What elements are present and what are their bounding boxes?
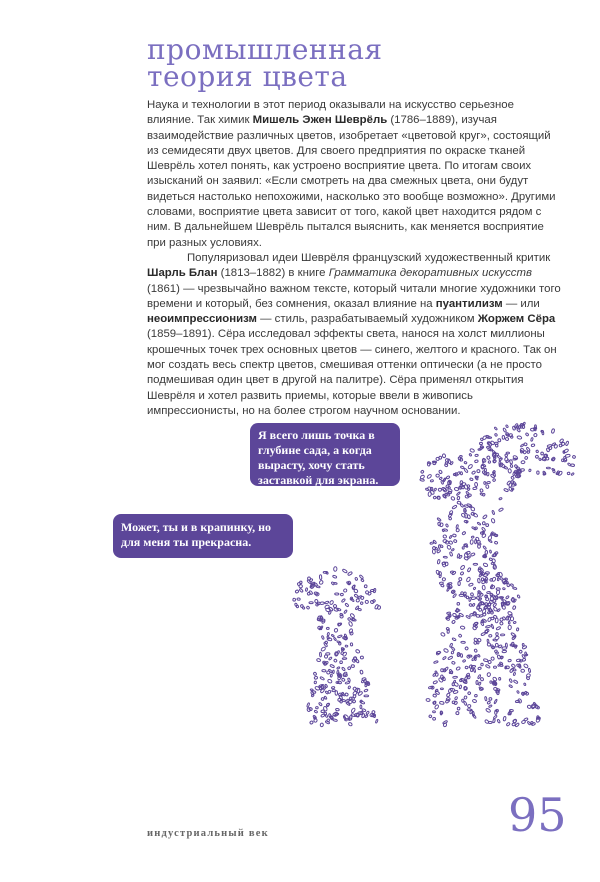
small-dotted-figure <box>293 567 381 727</box>
paragraph-2: Популяризовал идеи Шеврёля французский художественный критик Шарль Блан (1813–1882) в книге Грамматика декоративных искусств (1861) — чрезвычайно важном тексте, который читали многие художники того времени и который, без сомнения, оказал влияние на пуантилизм — или неоимпрессионизм — стиль, разрабатываемый художником Жоржем Сёра (1859–1891). Сёра исследовал эффекты света, нанося на холст миллионы крошечных точек трех основных цветов — синего, желтого и красного. Так он мог создать весь спектр цветов, смешивая оттенки оптически (а не просто подмешивая один цвет в другой на палитре). Сёра применял открытия Шеврёля и хотел развить приемы, которые ввели в живопись импрессионисты, но на более строгом научном основании. <box>147 251 561 417</box>
title-line-2: теория цвета <box>147 60 348 93</box>
chapter-title <box>147 33 383 93</box>
footer-section-label: индустриальный век <box>147 828 269 839</box>
paragraph-1: Наука и технологии в этот период оказывали на искусство серьезное влияние. Так химик Мишель Эжен Шеврёль (1786–1889), изучая взаимодействие различных цветов, изобретает «цветовой круг», состоящий из семидесяти двух цветов. Для своего предприятия по окраске тканей Шеврёль хотел понять, как устроено восприятие цвета. По итогам своих изысканий он заявил: «Если смотреть на два смежных цвета, они будут видеться настолько непохожими, насколько это вообще возможно». Другими словами, восприятие цвета зависит от того, какой цвет находится рядом с ним. В дальнейшем Шеврёль пытался выяснить, как меняется восприятие при разных условиях. <box>147 99 556 249</box>
speech-bubble-large-text: Я всего лишь точка в глубине сада, а когда вырасту, хочу стать заставкой для экрана. <box>258 428 379 487</box>
speech-bubble-small-figure <box>113 514 293 558</box>
speech-bubble-small-text: Может, ты и в крапинку, но для меня ты прекрасна. <box>121 520 272 549</box>
body-text <box>147 98 564 419</box>
title-line-1: промышленная <box>147 33 383 66</box>
large-dotted-figure <box>420 422 576 727</box>
speech-bubble-large-figure <box>250 423 400 486</box>
page-number: 95 <box>508 788 567 842</box>
